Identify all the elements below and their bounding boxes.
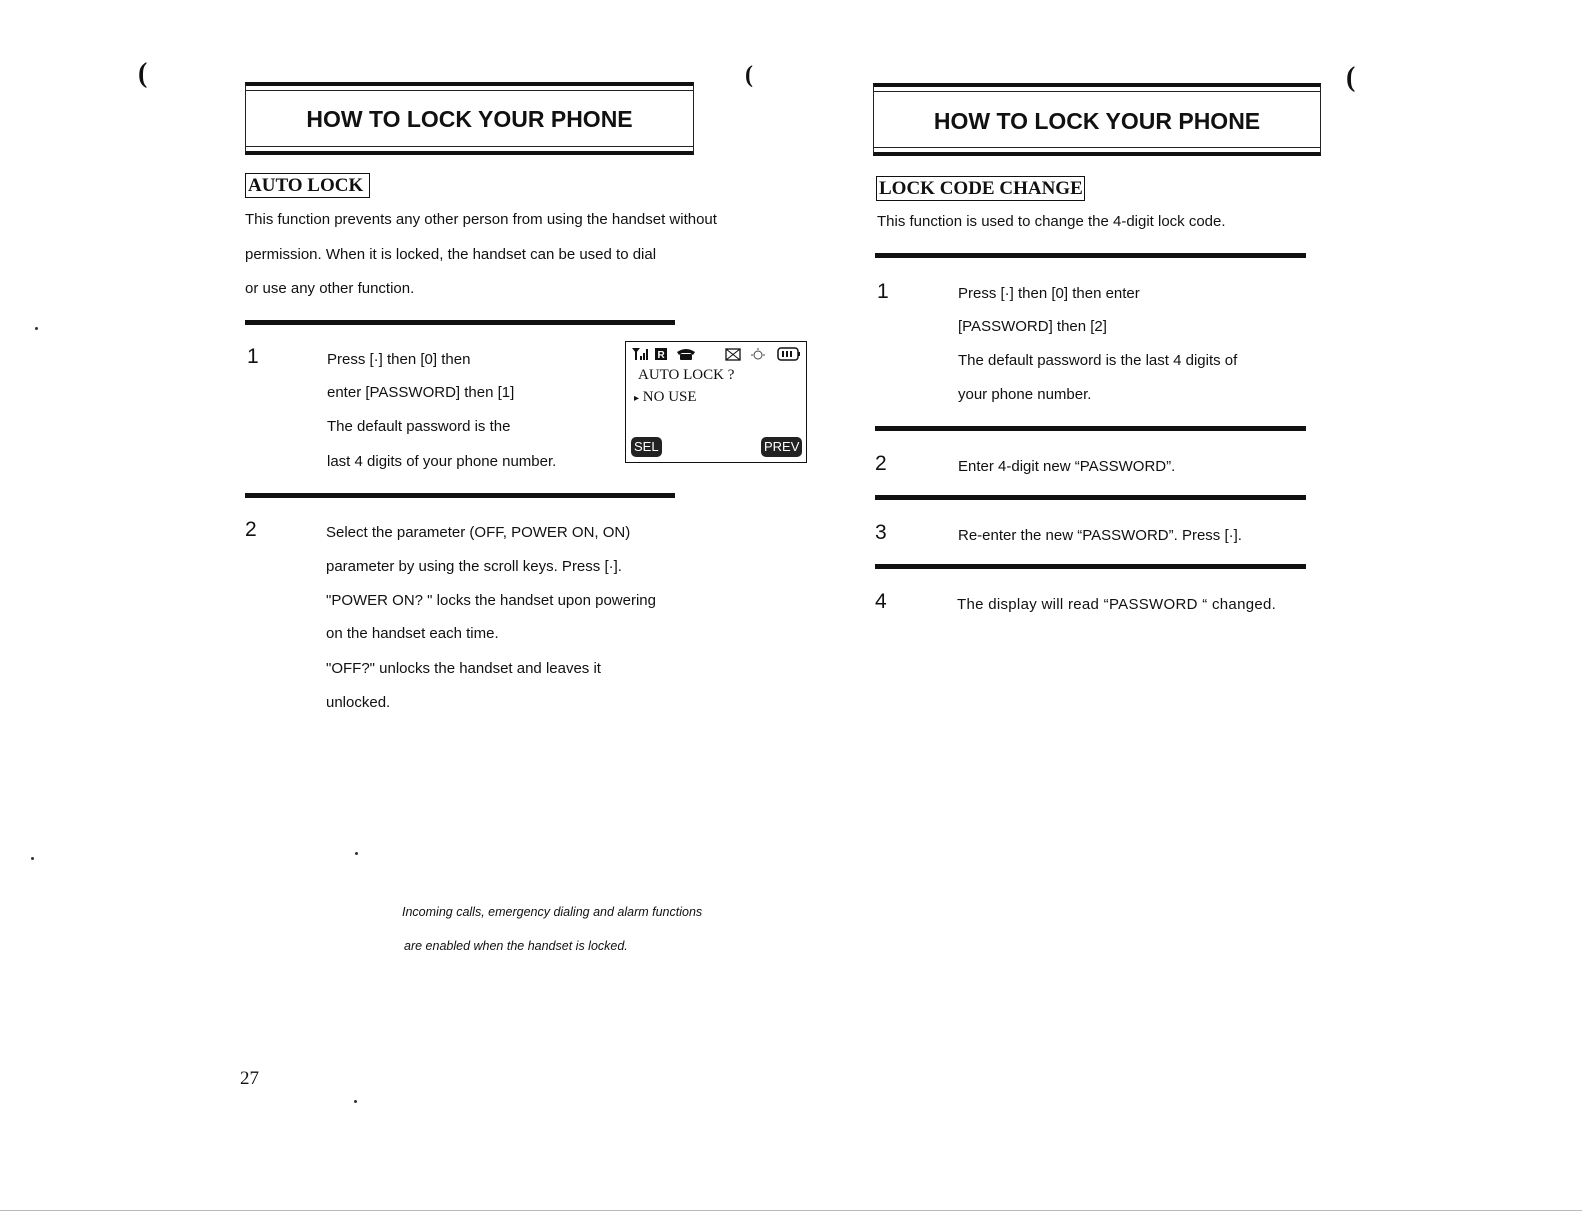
divider bbox=[245, 320, 675, 325]
step-number: 2 bbox=[875, 452, 887, 475]
step-number: 1 bbox=[247, 345, 259, 368]
phone-display bbox=[625, 341, 807, 463]
step-line: The default password is the bbox=[327, 418, 511, 435]
page-title: HOW TO LOCK YOUR PHONE bbox=[873, 83, 1321, 156]
phone-icon bbox=[677, 349, 695, 360]
divider bbox=[875, 564, 1306, 569]
step-line: Select the parameter (OFF, POWER ON, ON) bbox=[326, 524, 631, 541]
step-number: 2 bbox=[245, 518, 257, 541]
step-line: enter [PASSWORD] then [1] bbox=[327, 384, 515, 401]
section-label-lock-code-change: LOCK CODE CHANGE bbox=[876, 176, 1085, 201]
divider bbox=[875, 253, 1306, 258]
envelope-icon bbox=[726, 349, 740, 360]
battery-icon bbox=[778, 348, 800, 360]
roaming-icon bbox=[655, 348, 667, 361]
scan-mark: ( bbox=[745, 62, 753, 88]
step-line: "POWER ON? " locks the handset upon powering bbox=[326, 592, 656, 609]
step-line: last 4 digits of your phone number. bbox=[327, 453, 557, 470]
step-line: Enter 4-digit new “PASSWORD”. bbox=[958, 458, 1176, 475]
divider bbox=[875, 495, 1306, 500]
scan-dot bbox=[31, 857, 34, 860]
status-bar bbox=[630, 345, 802, 363]
note-line: are enabled when the handset is locked. bbox=[404, 939, 628, 953]
soft-key-prev: PREV bbox=[761, 437, 802, 457]
step-number: 1 bbox=[877, 280, 889, 303]
signal-icon bbox=[632, 348, 648, 360]
intro-line: permission. When it is locked, the handset can be used to dial bbox=[245, 246, 657, 263]
step-line: "OFF?" unlocks the handset and leaves it bbox=[326, 660, 601, 677]
step-line: The default password is the last 4 digits of bbox=[958, 352, 1238, 369]
step-line: The display will read “PASSWORD “ changed. bbox=[957, 596, 1277, 613]
step-line: [PASSWORD] then [2] bbox=[958, 318, 1107, 335]
scan-mark: ( bbox=[1346, 62, 1356, 93]
step-line: Press [·] then [0] then bbox=[327, 351, 471, 368]
section-label-auto-lock: AUTO LOCK bbox=[245, 173, 370, 198]
soft-key-sel: SEL bbox=[631, 437, 662, 457]
display-line-1: AUTO LOCK ? bbox=[638, 367, 735, 383]
scan-dot bbox=[354, 1100, 357, 1103]
scan-dot bbox=[355, 852, 358, 855]
divider bbox=[875, 426, 1306, 431]
step-line: your phone number. bbox=[958, 386, 1092, 403]
page-edge bbox=[0, 1210, 1582, 1211]
step-line: unlocked. bbox=[326, 694, 391, 711]
svg-text:R: R bbox=[657, 350, 665, 361]
intro-line: or use any other function. bbox=[245, 280, 415, 297]
step-line: parameter by using the scroll keys. Press [·]. bbox=[326, 558, 622, 575]
step-line: on the handset each time. bbox=[326, 625, 499, 642]
page-title: HOW TO LOCK YOUR PHONE bbox=[245, 82, 694, 155]
alarm-icon bbox=[751, 348, 765, 359]
scan-dot bbox=[35, 327, 38, 330]
divider bbox=[245, 493, 675, 498]
scan-mark: ( bbox=[138, 58, 148, 89]
note-line: Incoming calls, emergency dialing and alarm functions bbox=[402, 905, 703, 919]
step-line: Press [·] then [0] then enter bbox=[958, 285, 1140, 302]
intro-line: This function is used to change the 4-digit lock code. bbox=[877, 213, 1226, 230]
selection-arrow-icon: ▸ bbox=[634, 393, 640, 404]
display-line-2: ▸ NO USE bbox=[634, 389, 697, 405]
intro-line: This function prevents any other person from using the handset without bbox=[245, 211, 717, 228]
step-line: Re-enter the new “PASSWORD”. Press [·]. bbox=[958, 527, 1242, 544]
step-number: 4 bbox=[875, 590, 887, 613]
page-number: 27 bbox=[240, 1068, 259, 1089]
step-number: 3 bbox=[875, 521, 887, 544]
